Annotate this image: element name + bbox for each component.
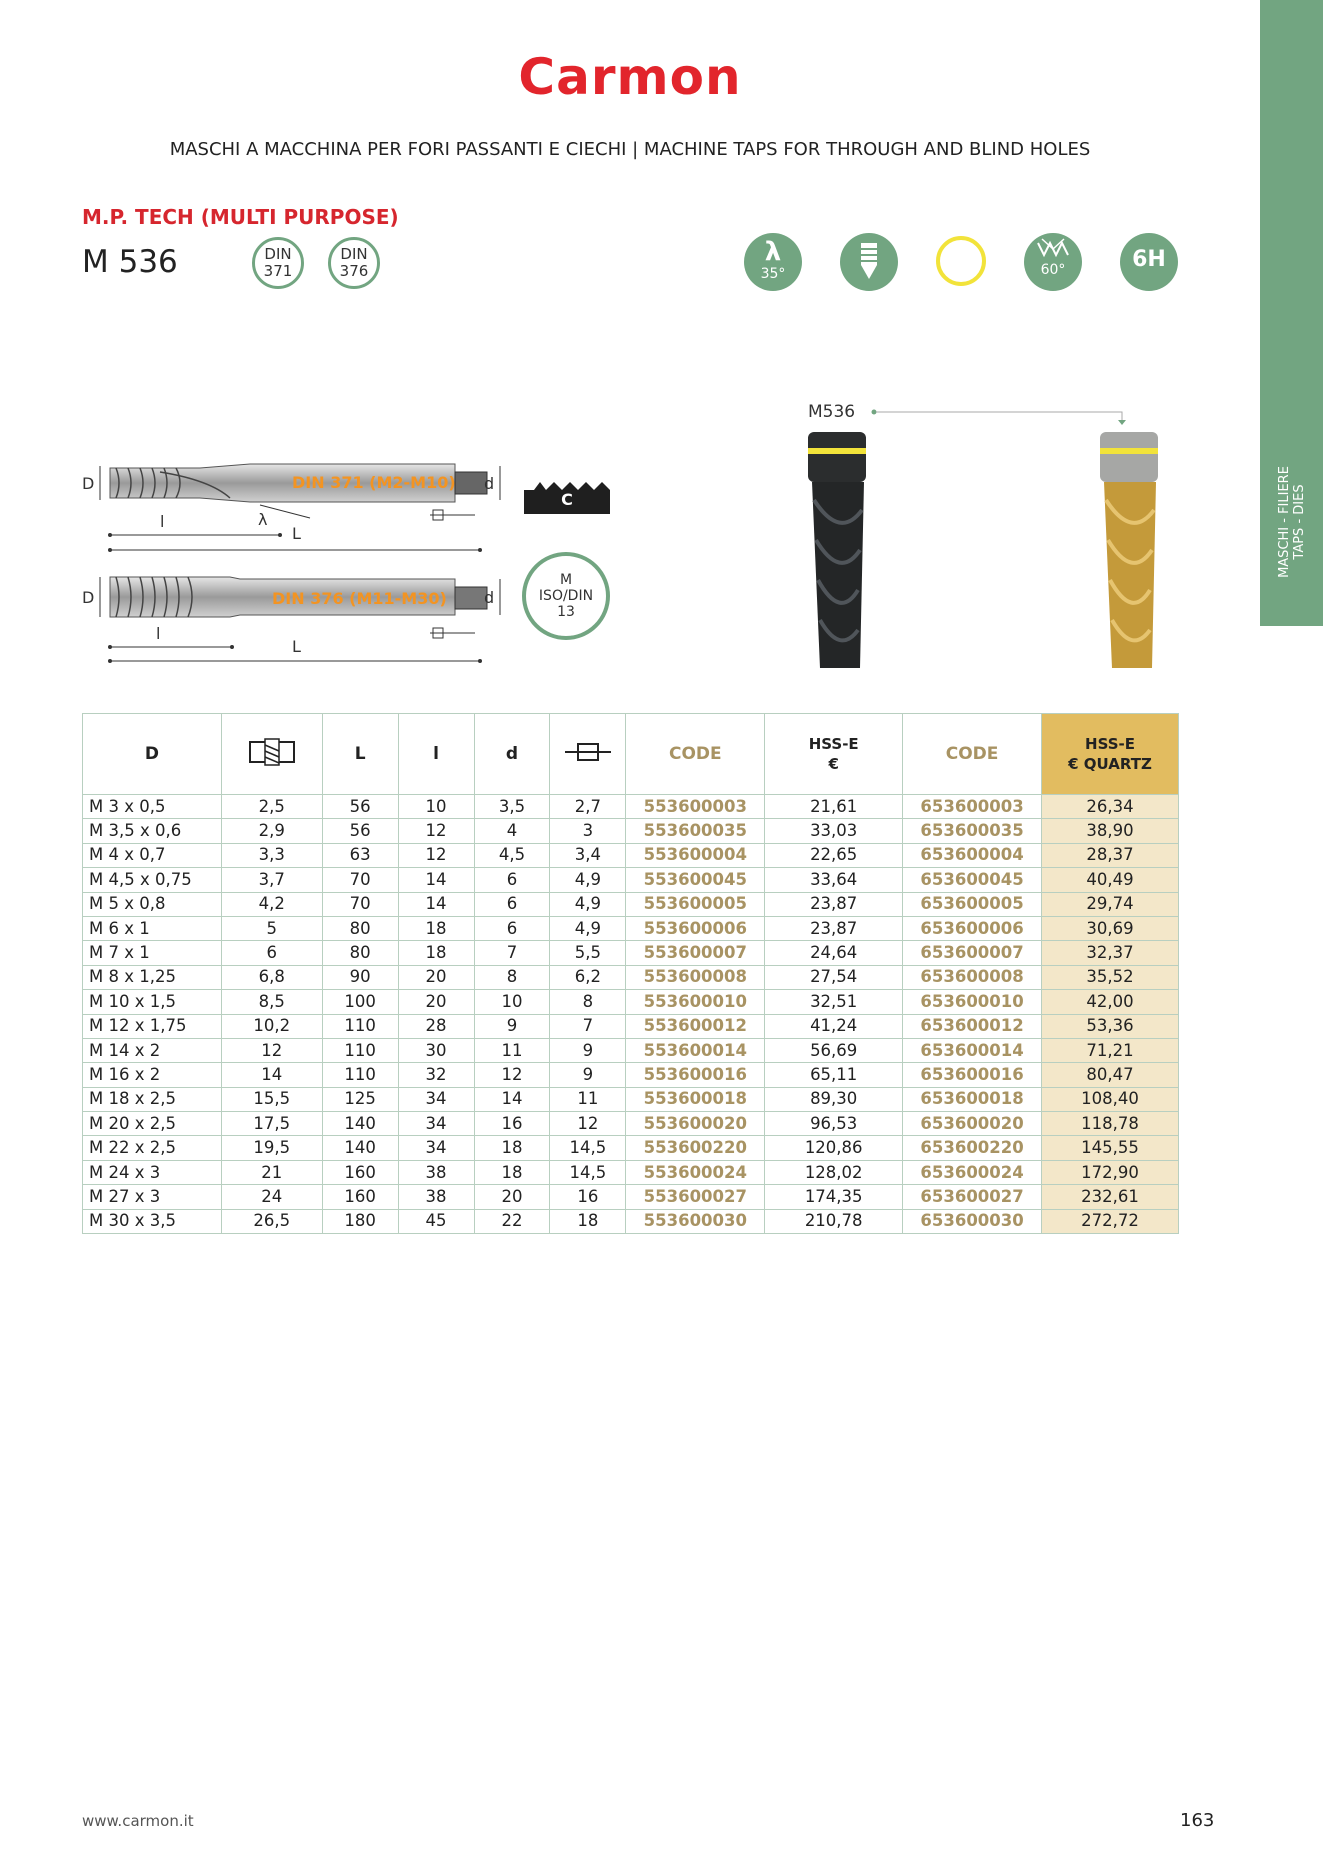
cell-code-quartz: 653600035 bbox=[903, 819, 1042, 843]
cell-code-hss: 553600010 bbox=[626, 990, 765, 1014]
cell-thread-size: M 6 x 1 bbox=[83, 916, 222, 940]
cell-thread-size: M 5 x 0,8 bbox=[83, 892, 222, 916]
cell-code-hss: 553600035 bbox=[626, 819, 765, 843]
cell-drill-diameter: 3,7 bbox=[221, 868, 322, 892]
black-tap-photo bbox=[800, 430, 880, 675]
cell-price-hss: 33,03 bbox=[765, 819, 903, 843]
cell-square-size: 3 bbox=[550, 819, 626, 843]
cell-drill-diameter: 2,9 bbox=[221, 819, 322, 843]
cell-drill-diameter: 21 bbox=[221, 1160, 322, 1184]
cell-price-hss: 128,02 bbox=[765, 1160, 903, 1184]
cell-price-hss: 210,78 bbox=[765, 1209, 903, 1233]
thread-angle-icon bbox=[1024, 233, 1082, 291]
cell-thread-size: M 4 x 0,7 bbox=[83, 843, 222, 867]
cell-price-quartz: 118,78 bbox=[1042, 1112, 1179, 1136]
cell-total-length: 56 bbox=[322, 819, 398, 843]
cell-price-quartz: 29,74 bbox=[1042, 892, 1179, 916]
cell-thread-length: 12 bbox=[398, 843, 474, 867]
product-family: M.P. TECH (MULTI PURPOSE) bbox=[82, 205, 399, 229]
cell-total-length: 140 bbox=[322, 1136, 398, 1160]
cell-price-quartz: 108,40 bbox=[1042, 1087, 1179, 1111]
cell-price-quartz: 145,55 bbox=[1042, 1136, 1179, 1160]
cell-square-size: 3,4 bbox=[550, 843, 626, 867]
price-quartz-line1: HSS-E bbox=[1085, 735, 1135, 753]
dim-D-label-2: D bbox=[82, 588, 95, 607]
dim-l-label-2: l bbox=[156, 624, 161, 643]
cell-total-length: 56 bbox=[322, 795, 398, 819]
cell-square-size: 4,9 bbox=[550, 916, 626, 940]
cell-square-size: 8 bbox=[550, 990, 626, 1014]
tolerance-value: 6H bbox=[1132, 247, 1166, 272]
lambda-symbol: λ bbox=[764, 237, 782, 267]
col-header-code-quartz: CODE bbox=[903, 714, 1042, 795]
cell-code-hss: 553600030 bbox=[626, 1209, 765, 1233]
price-quartz-line2: € QUARTZ bbox=[1068, 755, 1152, 773]
cell-thread-size: M 18 x 2,5 bbox=[83, 1087, 222, 1111]
cell-thread-size: M 12 x 1,75 bbox=[83, 1014, 222, 1038]
cell-code-quartz: 653600004 bbox=[903, 843, 1042, 867]
cell-shank-diameter: 18 bbox=[474, 1136, 550, 1160]
cell-code-quartz: 653600007 bbox=[903, 941, 1042, 965]
din-371-badge bbox=[252, 237, 304, 289]
cell-code-hss: 553600016 bbox=[626, 1063, 765, 1087]
cell-shank-diameter: 20 bbox=[474, 1185, 550, 1209]
din376-label: DIN 376 (M11-M30) bbox=[272, 589, 447, 608]
cell-drill-diameter: 19,5 bbox=[221, 1136, 322, 1160]
cell-code-quartz: 653600016 bbox=[903, 1063, 1042, 1087]
cell-thread-size: M 20 x 2,5 bbox=[83, 1112, 222, 1136]
cell-code-hss: 553600020 bbox=[626, 1112, 765, 1136]
col-header-square bbox=[550, 714, 626, 795]
cell-total-length: 90 bbox=[322, 965, 398, 989]
col-header-price-quartz bbox=[1042, 714, 1179, 795]
cell-thread-length: 10 bbox=[398, 795, 474, 819]
cell-thread-size: M 8 x 1,25 bbox=[83, 965, 222, 989]
footer-url[interactable]: www.carmon.it bbox=[82, 1812, 194, 1830]
cell-total-length: 110 bbox=[322, 1014, 398, 1038]
cell-total-length: 80 bbox=[322, 916, 398, 940]
cell-drill-diameter: 24 bbox=[221, 1185, 322, 1209]
chamfer-label: C bbox=[561, 490, 573, 509]
cell-code-quartz: 653600045 bbox=[903, 868, 1042, 892]
tolerance-icon bbox=[1120, 233, 1178, 291]
cell-shank-diameter: 9 bbox=[474, 1014, 550, 1038]
cell-square-size: 11 bbox=[550, 1087, 626, 1111]
section-side-tab bbox=[1260, 0, 1323, 626]
cell-shank-diameter: 12 bbox=[474, 1063, 550, 1087]
cell-drill-diameter: 6,8 bbox=[221, 965, 322, 989]
cell-total-length: 180 bbox=[322, 1209, 398, 1233]
cell-price-hss: 24,64 bbox=[765, 941, 903, 965]
page-subtitle: MASCHI A MACCHINA PER FORI PASSANTI E CIECHI | MACHINE TAPS FOR THROUGH AND BLIND HOLES bbox=[169, 139, 1091, 160]
side-tab-line2: TAPS - DIES bbox=[1291, 484, 1307, 560]
cell-price-quartz: 272,72 bbox=[1042, 1209, 1179, 1233]
cell-thread-length: 20 bbox=[398, 965, 474, 989]
cell-square-size: 14,5 bbox=[550, 1136, 626, 1160]
cell-thread-length: 38 bbox=[398, 1160, 474, 1184]
cell-code-hss: 553600004 bbox=[626, 843, 765, 867]
table-row bbox=[83, 1160, 1179, 1184]
cell-code-quartz: 653600005 bbox=[903, 892, 1042, 916]
cell-total-length: 125 bbox=[322, 1087, 398, 1111]
cell-total-length: 140 bbox=[322, 1112, 398, 1136]
cell-price-quartz: 71,21 bbox=[1042, 1038, 1179, 1062]
cell-drill-diameter: 4,2 bbox=[221, 892, 322, 916]
cell-thread-size: M 22 x 2,5 bbox=[83, 1136, 222, 1160]
cell-shank-diameter: 8 bbox=[474, 965, 550, 989]
col-header-D: D bbox=[83, 714, 222, 795]
cell-drill-diameter: 14 bbox=[221, 1063, 322, 1087]
cell-shank-diameter: 18 bbox=[474, 1160, 550, 1184]
cell-price-hss: 21,61 bbox=[765, 795, 903, 819]
cell-thread-length: 18 bbox=[398, 941, 474, 965]
cell-drill-diameter: 2,5 bbox=[221, 795, 322, 819]
cell-total-length: 110 bbox=[322, 1063, 398, 1087]
din-badge-top: DIN bbox=[264, 245, 292, 263]
cell-price-hss: 56,69 bbox=[765, 1038, 903, 1062]
cell-code-quartz: 653600018 bbox=[903, 1087, 1042, 1111]
cell-thread-size: M 7 x 1 bbox=[83, 941, 222, 965]
table-row bbox=[83, 1209, 1179, 1233]
cell-code-quartz: 653600030 bbox=[903, 1209, 1042, 1233]
din371-label: DIN 371 (M2-M10) bbox=[292, 473, 456, 492]
drill-diameter-icon bbox=[247, 737, 297, 767]
cell-code-hss: 553600003 bbox=[626, 795, 765, 819]
cell-thread-length: 20 bbox=[398, 990, 474, 1014]
cell-code-quartz: 653600012 bbox=[903, 1014, 1042, 1038]
cell-drill-diameter: 8,5 bbox=[221, 990, 322, 1014]
cell-price-hss: 120,86 bbox=[765, 1136, 903, 1160]
cell-price-quartz: 38,90 bbox=[1042, 819, 1179, 843]
cell-thread-length: 32 bbox=[398, 1063, 474, 1087]
table-row bbox=[83, 1063, 1179, 1087]
col-header-drill bbox=[221, 714, 322, 795]
cell-price-hss: 27,54 bbox=[765, 965, 903, 989]
cell-code-quartz: 653600027 bbox=[903, 1185, 1042, 1209]
cell-thread-length: 38 bbox=[398, 1185, 474, 1209]
thread-badge-line1: M bbox=[559, 572, 573, 588]
cell-price-hss: 41,24 bbox=[765, 1014, 903, 1038]
cell-drill-diameter: 5 bbox=[221, 916, 322, 940]
cell-drill-diameter: 17,5 bbox=[221, 1112, 322, 1136]
din-badge-bottom: 376 bbox=[339, 262, 369, 280]
photo-leader-line bbox=[870, 406, 1130, 426]
cell-thread-size: M 14 x 2 bbox=[83, 1038, 222, 1062]
table-row bbox=[83, 795, 1179, 819]
cell-price-hss: 96,53 bbox=[765, 1112, 903, 1136]
cell-thread-length: 30 bbox=[398, 1038, 474, 1062]
table-row bbox=[83, 819, 1179, 843]
cell-price-hss: 65,11 bbox=[765, 1063, 903, 1087]
cell-shank-diameter: 4,5 bbox=[474, 843, 550, 867]
cell-price-quartz: 26,34 bbox=[1042, 795, 1179, 819]
cell-code-hss: 553600006 bbox=[626, 916, 765, 940]
table-row bbox=[83, 990, 1179, 1014]
cell-shank-diameter: 4 bbox=[474, 819, 550, 843]
cell-code-hss: 553600027 bbox=[626, 1185, 765, 1209]
thread-angle-value: 60° bbox=[1040, 262, 1066, 278]
col-header-d: d bbox=[474, 714, 550, 795]
cell-shank-diameter: 6 bbox=[474, 868, 550, 892]
cell-price-quartz: 53,36 bbox=[1042, 1014, 1179, 1038]
table-row bbox=[83, 1136, 1179, 1160]
price-hss-line2: € bbox=[828, 755, 839, 773]
cell-code-hss: 553600220 bbox=[626, 1136, 765, 1160]
cell-thread-size: M 3 x 0,5 bbox=[83, 795, 222, 819]
table-header-row bbox=[83, 714, 1179, 795]
dim-L-label: L bbox=[292, 524, 301, 543]
gold-tap-photo bbox=[1090, 430, 1170, 675]
cell-thread-length: 34 bbox=[398, 1112, 474, 1136]
cell-code-hss: 553600005 bbox=[626, 892, 765, 916]
cell-code-hss: 553600007 bbox=[626, 941, 765, 965]
cell-shank-diameter: 11 bbox=[474, 1038, 550, 1062]
cell-code-quartz: 653600220 bbox=[903, 1136, 1042, 1160]
thread-badge-line2: ISO/DIN bbox=[538, 588, 594, 604]
cell-price-quartz: 80,47 bbox=[1042, 1063, 1179, 1087]
cell-thread-length: 34 bbox=[398, 1087, 474, 1111]
cell-shank-diameter: 14 bbox=[474, 1087, 550, 1111]
cell-thread-size: M 10 x 1,5 bbox=[83, 990, 222, 1014]
cell-code-hss: 553600008 bbox=[626, 965, 765, 989]
cell-code-hss: 553600024 bbox=[626, 1160, 765, 1184]
cell-price-hss: 23,87 bbox=[765, 892, 903, 916]
cell-drill-diameter: 3,3 bbox=[221, 843, 322, 867]
cell-square-size: 4,9 bbox=[550, 868, 626, 892]
cell-thread-length: 34 bbox=[398, 1136, 474, 1160]
table-row bbox=[83, 1112, 1179, 1136]
photo-label: M536 bbox=[808, 402, 856, 422]
col-header-code-hss: CODE bbox=[626, 714, 765, 795]
table-row bbox=[83, 1038, 1179, 1062]
thread-standard-badge bbox=[522, 552, 610, 640]
cell-price-quartz: 42,00 bbox=[1042, 990, 1179, 1014]
cell-price-quartz: 40,49 bbox=[1042, 868, 1179, 892]
cell-code-quartz: 653600010 bbox=[903, 990, 1042, 1014]
cell-thread-size: M 3,5 x 0,6 bbox=[83, 819, 222, 843]
cell-price-hss: 23,87 bbox=[765, 916, 903, 940]
brand-logo: Carmon bbox=[518, 48, 742, 106]
cell-drill-diameter: 10,2 bbox=[221, 1014, 322, 1038]
cell-price-quartz: 172,90 bbox=[1042, 1160, 1179, 1184]
cell-square-size: 14,5 bbox=[550, 1160, 626, 1184]
table-row bbox=[83, 868, 1179, 892]
table-row bbox=[83, 843, 1179, 867]
dim-L-label-2: L bbox=[292, 637, 301, 656]
cell-shank-diameter: 22 bbox=[474, 1209, 550, 1233]
cell-price-quartz: 28,37 bbox=[1042, 843, 1179, 867]
din-badge-bottom: 371 bbox=[263, 262, 293, 280]
cell-thread-length: 14 bbox=[398, 892, 474, 916]
cell-code-quartz: 653600003 bbox=[903, 795, 1042, 819]
thread-badge-line3: 13 bbox=[557, 604, 575, 620]
dim-D-label: D bbox=[82, 474, 95, 493]
spec-table bbox=[82, 713, 1179, 1234]
cell-total-length: 110 bbox=[322, 1038, 398, 1062]
cell-code-quartz: 653600008 bbox=[903, 965, 1042, 989]
cell-code-hss: 553600012 bbox=[626, 1014, 765, 1038]
cell-square-size: 7 bbox=[550, 1014, 626, 1038]
cell-square-size: 9 bbox=[550, 1063, 626, 1087]
cell-thread-length: 28 bbox=[398, 1014, 474, 1038]
dim-d-label: d bbox=[484, 474, 495, 493]
cell-drill-diameter: 6 bbox=[221, 941, 322, 965]
dim-d-label-2: d bbox=[484, 588, 495, 607]
cell-price-quartz: 30,69 bbox=[1042, 916, 1179, 940]
cell-price-quartz: 232,61 bbox=[1042, 1185, 1179, 1209]
din-badge-top: DIN bbox=[340, 245, 368, 263]
cell-shank-diameter: 7 bbox=[474, 941, 550, 965]
cell-code-quartz: 653600020 bbox=[903, 1112, 1042, 1136]
cell-total-length: 100 bbox=[322, 990, 398, 1014]
cell-price-hss: 174,35 bbox=[765, 1185, 903, 1209]
cell-code-quartz: 653600024 bbox=[903, 1160, 1042, 1184]
cell-code-quartz: 653600006 bbox=[903, 916, 1042, 940]
cell-code-hss: 553600014 bbox=[626, 1038, 765, 1062]
col-header-l: l bbox=[398, 714, 474, 795]
blind-hole-icon bbox=[840, 233, 898, 291]
cell-price-hss: 89,30 bbox=[765, 1087, 903, 1111]
cell-total-length: 80 bbox=[322, 941, 398, 965]
spec-table-body bbox=[83, 795, 1179, 1234]
cell-shank-diameter: 16 bbox=[474, 1112, 550, 1136]
table-row bbox=[83, 965, 1179, 989]
cell-code-hss: 553600045 bbox=[626, 868, 765, 892]
cell-square-size: 9 bbox=[550, 1038, 626, 1062]
col-header-L: L bbox=[322, 714, 398, 795]
cell-drill-diameter: 12 bbox=[221, 1038, 322, 1062]
col-header-price-hss bbox=[765, 714, 903, 795]
cell-shank-diameter: 6 bbox=[474, 892, 550, 916]
cell-shank-diameter: 3,5 bbox=[474, 795, 550, 819]
cell-thread-size: M 30 x 3,5 bbox=[83, 1209, 222, 1233]
page-number: 163 bbox=[1180, 1810, 1215, 1831]
table-row bbox=[83, 941, 1179, 965]
cell-thread-size: M 16 x 2 bbox=[83, 1063, 222, 1087]
cell-price-hss: 22,65 bbox=[765, 843, 903, 867]
cell-code-quartz: 653600014 bbox=[903, 1038, 1042, 1062]
cell-square-size: 16 bbox=[550, 1185, 626, 1209]
dim-lambda-label: λ bbox=[258, 510, 268, 529]
table-row bbox=[83, 892, 1179, 916]
cell-square-size: 18 bbox=[550, 1209, 626, 1233]
cell-price-hss: 33,64 bbox=[765, 868, 903, 892]
cell-shank-diameter: 10 bbox=[474, 990, 550, 1014]
yellow-ring-icon bbox=[936, 236, 986, 286]
square-drive-icon bbox=[563, 740, 613, 764]
helix-angle-icon bbox=[744, 233, 802, 291]
chamfer-box bbox=[524, 478, 610, 514]
dim-l-label: l bbox=[160, 512, 165, 531]
cell-total-length: 70 bbox=[322, 868, 398, 892]
cell-total-length: 160 bbox=[322, 1160, 398, 1184]
cell-thread-size: M 4,5 x 0,75 bbox=[83, 868, 222, 892]
cell-total-length: 160 bbox=[322, 1185, 398, 1209]
cell-drill-diameter: 26,5 bbox=[221, 1209, 322, 1233]
cell-square-size: 4,9 bbox=[550, 892, 626, 916]
cell-thread-length: 14 bbox=[398, 868, 474, 892]
cell-thread-size: M 24 x 3 bbox=[83, 1160, 222, 1184]
cell-square-size: 12 bbox=[550, 1112, 626, 1136]
din-376-badge bbox=[328, 237, 380, 289]
cell-shank-diameter: 6 bbox=[474, 916, 550, 940]
price-hss-line1: HSS-E bbox=[808, 735, 859, 753]
cell-total-length: 63 bbox=[322, 843, 398, 867]
table-row bbox=[83, 1014, 1179, 1038]
cell-total-length: 70 bbox=[322, 892, 398, 916]
table-row bbox=[83, 1087, 1179, 1111]
cell-square-size: 2,7 bbox=[550, 795, 626, 819]
side-tab-line1: MASCHI - FILIERE bbox=[1276, 466, 1292, 578]
product-model: M 536 bbox=[82, 244, 178, 280]
cell-square-size: 6,2 bbox=[550, 965, 626, 989]
cell-thread-length: 12 bbox=[398, 819, 474, 843]
table-row bbox=[83, 1185, 1179, 1209]
cell-price-quartz: 32,37 bbox=[1042, 941, 1179, 965]
cell-thread-size: M 27 x 3 bbox=[83, 1185, 222, 1209]
cell-drill-diameter: 15,5 bbox=[221, 1087, 322, 1111]
cell-thread-length: 18 bbox=[398, 916, 474, 940]
cell-price-hss: 32,51 bbox=[765, 990, 903, 1014]
table-row bbox=[83, 916, 1179, 940]
helix-angle-value: 35° bbox=[760, 266, 786, 282]
cell-code-hss: 553600018 bbox=[626, 1087, 765, 1111]
cell-thread-length: 45 bbox=[398, 1209, 474, 1233]
cell-price-quartz: 35,52 bbox=[1042, 965, 1179, 989]
cell-square-size: 5,5 bbox=[550, 941, 626, 965]
